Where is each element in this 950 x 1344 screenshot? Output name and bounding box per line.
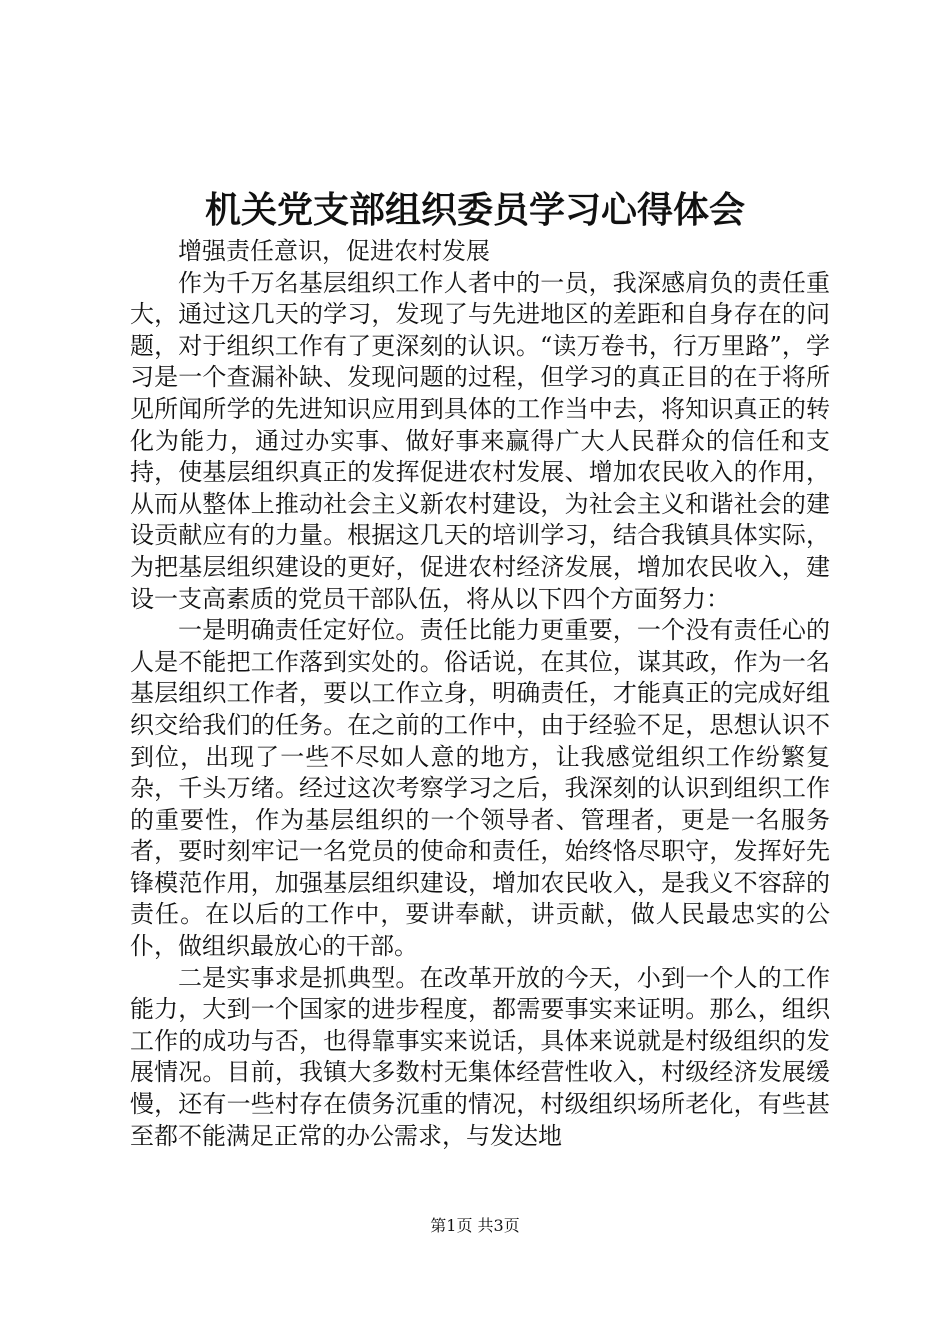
paragraph-point-one: 一是明确责任定好位。责任比能力更重要，一个没有责任心的人是不能把工作落到实处的。俗话说，在其位，谋其政，作为一名基层组织工作者，要以工作立身，明确责任，才能真正的完成好组织交给我们的任务。在之前的工作中，由于经验不足，思想认识不到位，出现了一些不尽如人意的地方，让我感觉组织工作纷繁复杂，千头万绪。经过这次考察学习之后，我深刻的认识到组织工作的重要性，作为基层组织的一个领导者、管理者，更是一名服务者，要时刻牢记一名党员的使命和责任，始终恪尽职守，发挥好先锋模范作用，加强基层组织建设，增加农民收入，是我义不容辞的责任。在以后的工作中，要讲奉献，讲贡献，做人民最忠实的公仆，做组织最放心的干部。 [130, 616, 830, 961]
document-title: 机关党支部组织委员学习心得体会 [204, 189, 745, 231]
document-subtitle: 增强责任意识，促进农村发展 [178, 237, 490, 265]
document-body [130, 236, 830, 1152]
paragraph-point-two: 二是实事求是抓典型。在改革开放的今天，小到一个人的工作能力，大到一个国家的进步程度，都需要事实来证明。那么，组织工作的成功与否，也得靠事实来说话，具体来说就是村级组织的发展情况。目前，我镇大多数村无集体经营性收入，村级经济发展缓慢，还有一些村存在债务沉重的情况，村级组织场所老化，有些甚至都不能满足正常的办公需求，与发达地 [130, 963, 830, 1150]
page-footer: 第1页 共3页 [430, 1216, 520, 1235]
paragraph-intro: 作为千万名基层组织工作人者中的一员，我深感肩负的责任重大，通过这几天的学习，发现了与先进地区的差距和自身存在的问题，对于组织工作有了更深刻的认识。“读万卷书，行万里路”，学习是一个查漏补缺、发现问题的过程，但学习的真正目的在于将所见所闻所学的先进知识应用到具体的工作当中去，将知识真正的转化为能力，通过办实事、做好事来赢得广大人民群众的信任和支持，使基层组织真正的发挥促进农村发展、增加农民收入的作用，从而从整体上推动社会主义新农村建设，为社会主义和谐社会的建设贡献应有的力量。根据这几天的培训学习，结合我镇具体实际，为把基层组织建设的更好，促进农村经济发展，增加农民收入，建设一支高素质的党员干部队伍，将从以下四个方面努力： [130, 268, 830, 613]
